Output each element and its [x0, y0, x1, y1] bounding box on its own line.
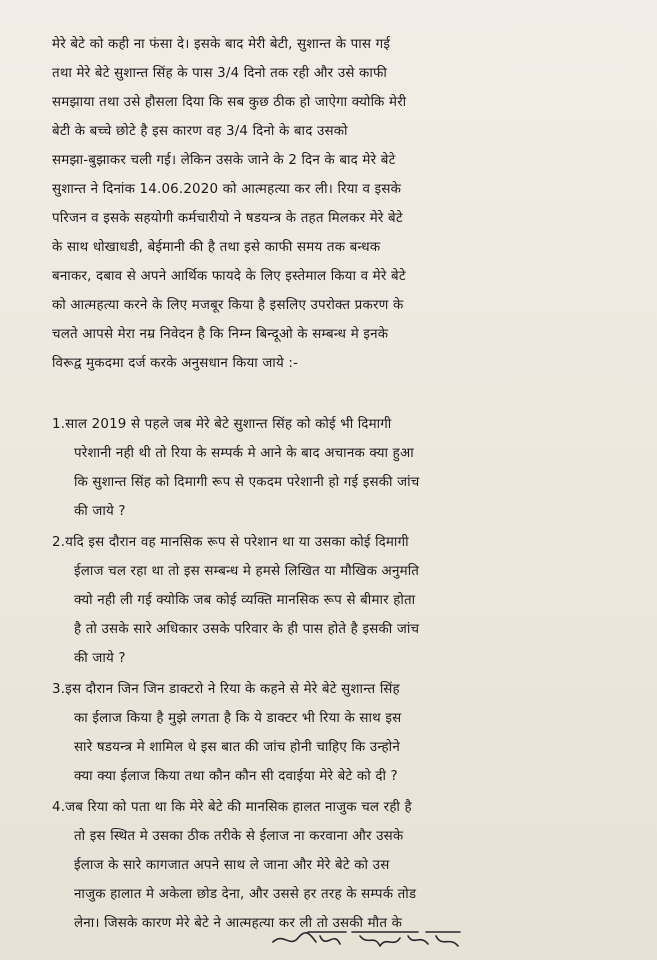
point-line: नाजुक हालात मे अकेला छोड देना, और उससे हर तरह के सम्पर्क तोड	[74, 887, 417, 902]
point-line: लेना। जिसके कारण मेरे बेटे ने आत्महत्या कर ली तो उसकी मौत के	[74, 916, 403, 931]
signature-icon	[268, 924, 468, 954]
point-line: परेशानी नही थी तो रिया के सम्पर्क मे आने के बाद अचानक क्या हुआ	[74, 446, 414, 461]
body-paragraph	[52, 30, 632, 378]
paragraph-line: चलते आपसे मेरा नम्र निवेदन है कि निम्न बिन्दूओ के सम्बन्ध मे इनके	[52, 327, 389, 342]
paragraph-line: के साथ धोखाधडी, बेईमानी की है तथा इसे काफी समय तक बन्धक	[52, 240, 381, 255]
point-line: क्या क्या ईलाज किया तथा कौन कौन सी दवाईया मेरे बेटे को दी ?	[74, 769, 398, 784]
paragraph-line: मेरे बेटे को कही ना फंसा दे। इसके बाद मेरी बेटी, सुशान्त के पास गई	[52, 37, 391, 52]
point-line: का ईलाज किया है मुझे लगता है कि ये डाक्टर भी रिया के साथ इस	[74, 711, 402, 726]
point-line: की जाये ?	[74, 504, 126, 519]
point-item-1	[52, 410, 642, 526]
point-item-4	[52, 793, 642, 938]
point-item-2	[52, 528, 642, 673]
point-line: तो इस स्थित मे उसका ठीक तरीके से ईलाज ना करवाना और उसके	[74, 829, 404, 844]
point-line: 3.इस दौरान जिन जिन डाक्टरो ने रिया के कहने से मेरे बेटे सुशान्त सिंह	[52, 682, 400, 697]
point-line: की जाये ?	[74, 651, 126, 666]
numbered-points-list	[52, 410, 642, 940]
paragraph-line: विरूद्व मुकदमा दर्ज करके अनुसधान किया जाये :-	[52, 356, 299, 371]
paragraph-line: बनाकर, दबाव से अपने आर्थिक फायदे के लिए इस्तेमाल किया व मेरे बेटे	[52, 269, 406, 284]
point-line: 1.साल 2019 से पहले जब मेरे बेटे सुशान्त सिंह को कोई भी दिमागी	[52, 417, 392, 432]
point-item-3	[52, 675, 642, 791]
paragraph-line: समझाया तथा उसे हौसला दिया कि सब कुछ ठीक हो जाऐगा क्योकि मेरी	[52, 95, 407, 110]
point-line: ईलाज चल रहा था तो इस सम्बन्ध मे हमसे लिखित या मौखिक अनुमति	[74, 564, 420, 579]
point-line: क्यो नही ली गई क्योकि जब कोई व्यक्ति मानसिक रूप से बीमार होता	[74, 593, 416, 608]
point-line: 4.जब रिया को पता था कि मेरे बेटे की मानसिक हालत नाजुक चल रही है	[52, 800, 412, 815]
point-line: 2.यदि इस दौरान वह मानसिक रूप से परेशान था या उसका कोई दिमागी	[52, 535, 409, 550]
point-line: ईलाज के सारे कागजात अपने साथ ले जाना और मेरे बेटे को उस	[74, 858, 390, 873]
paragraph-line: समझा-बुझाकर चली गई। लेकिन उसके जाने के 2 दिन के बाद मेरे बेटे	[52, 153, 396, 168]
point-line: है तो उसके सारे अधिकार उसके परिवार के ही पास होते है इसकी जांच	[74, 622, 420, 637]
paragraph-line: बेटी के बच्चे छोटे है इस कारण वह 3/4 दिनो के बाद उसको	[52, 124, 348, 139]
paragraph-line: सुशान्त ने दिनांक 14.06.2020 को आत्महत्या कर ली। रिया व इसके	[52, 182, 402, 197]
paragraph-line: को आत्महत्या करने के लिए मजबूर किया है इसलिए उपरोक्त प्रकरण के	[52, 298, 404, 313]
handwritten-signature	[268, 924, 468, 954]
paragraph-line: तथा मेरे बेटे सुशान्त सिंह के पास 3/4 दिनो तक रही और उसे काफी	[52, 66, 388, 81]
point-line: कि सुशान्त सिंह को दिमागी रूप से एकदम परेशानी हो गई इसकी जांच	[74, 475, 420, 490]
paragraph-line: परिजन व इसके सहयोगी कर्मचारीयो ने षडयन्त्र के तहत मिलकर मेरे बेटे	[52, 211, 403, 226]
point-line: सारे षडयन्त्र मे शामिल थे इस बात की जांच होनी चाहिए कि उन्होने	[74, 740, 400, 755]
